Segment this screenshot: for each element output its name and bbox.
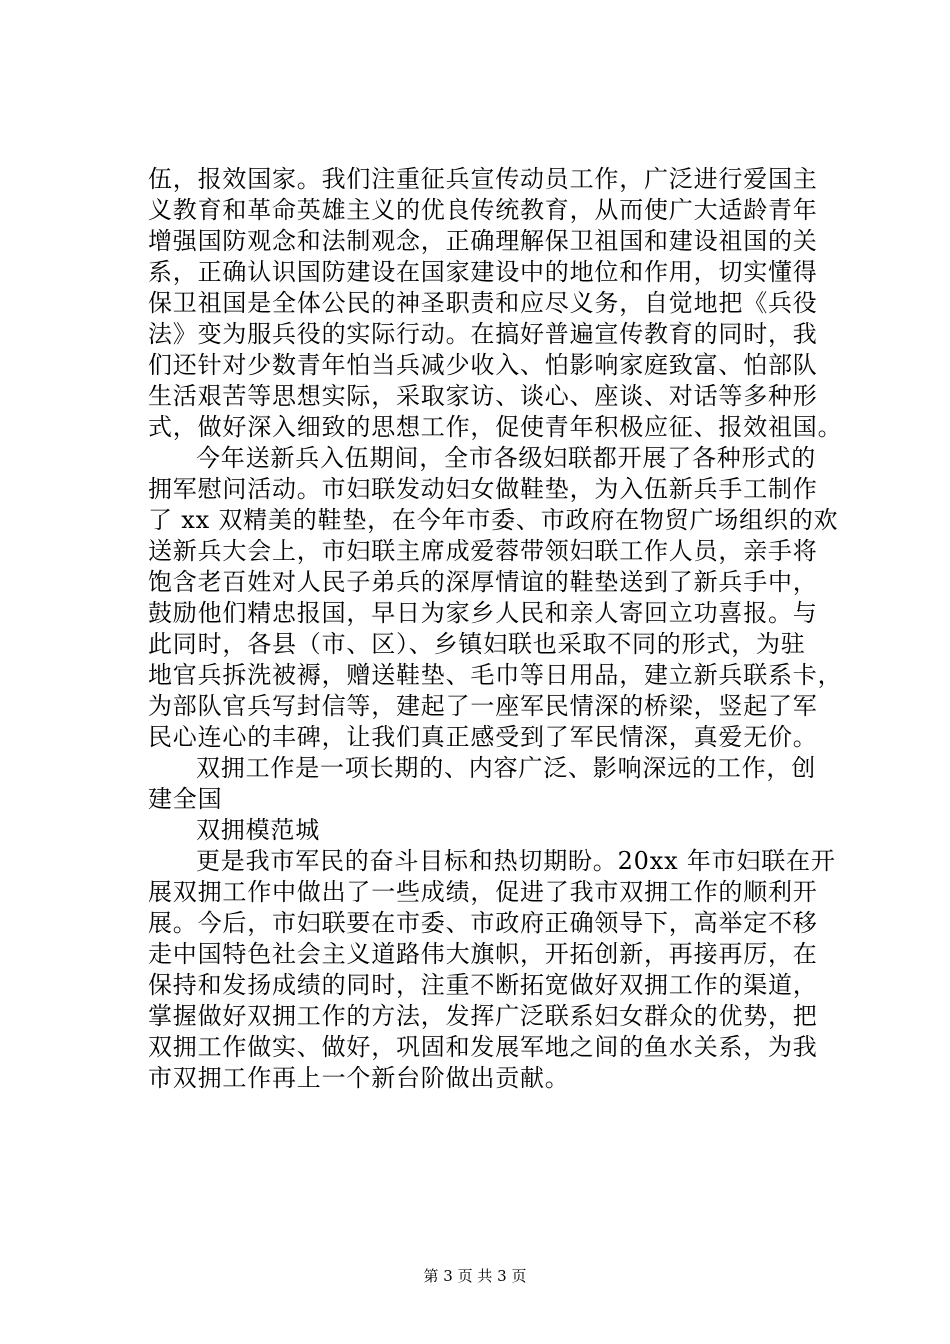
text-line: 生活艰苦等思想实际，采取家访、谈心、座谈、对话等多种形: [148, 382, 818, 410]
text-line: 饱含老百姓对人民子弟兵的深厚情谊的鞋垫送到了新兵手中，: [148, 568, 818, 596]
text-line: 此同时，各县（市、区）、乡镇妇联也采取不同的形式，为驻: [148, 630, 806, 658]
text-line: 掌握做好双拥工作的方法，发挥广泛联系妇女群众的优势，把: [148, 1002, 818, 1030]
text-line: 今年送新兵入伍期间，全市各级妇联都开展了各种形式的: [196, 444, 816, 472]
text-line: 法》变为服兵役的实际行动。在搞好普遍宣传教育的同时，我: [148, 320, 818, 348]
text-line: 们还针对少数青年怕当兵减少收入、怕影响家庭致富、怕部队: [148, 351, 818, 379]
text-line: 更是我市军民的奋斗目标和热切期盼。20xx 年市妇联在开: [196, 847, 836, 875]
document-body: [148, 164, 843, 1094]
text-line: 鼓励他们精忠报国，早日为家乡人民和亲人寄回立功喜报。与: [148, 599, 818, 627]
text-line: 民心连心的丰碑，让我们真正感受到了军民情深，真爱无价。: [148, 723, 818, 751]
text-line: 拥军慰问活动。市妇联发动妇女做鞋垫，为入伍新兵手工制作: [148, 475, 818, 503]
page-footer: 第 3 页 共 3 页: [423, 1267, 527, 1285]
text-line: 了 xx 双精美的鞋垫，在今年市委、市政府在物贸广场组织的欢: [148, 506, 839, 534]
text-line: 义教育和革命英雄主义的优良传统教育，从而使广大适龄青年: [148, 196, 818, 224]
text-line: 增强国防观念和法制观念，正确理解保卫祖国和建设祖国的关: [148, 227, 818, 255]
text-line: 展。今后，市妇联要在市委、市政府正确领导下，高举定不移: [148, 909, 818, 937]
text-line: 送新兵大会上，市妇联主席成爱蓉带领妇联工作人员，亲手将: [148, 537, 818, 565]
text-line: 展双拥工作中做出了一些成绩，促进了我市双拥工作的顺利开: [148, 878, 818, 906]
text-line: 地官兵拆洗被褥，赠送鞋垫、毛巾等日用品，建立新兵联系卡，: [148, 661, 843, 689]
text-line: 走中国特色社会主义道路伟大旗帜，开拓创新，再接再厉，在: [148, 940, 818, 968]
text-line: 系，正确认识国防建设在国家建设中的地位和作用，切实懂得: [148, 258, 818, 286]
text-line: 伍，报效国家。我们注重征兵宣传动员工作，广泛进行爱国主: [148, 165, 818, 193]
text-line: 保持和发扬成绩的同时，注重不断拓宽做好双拥工作的渠道，: [148, 971, 818, 999]
text-line: 双拥模范城: [196, 816, 320, 844]
text-line: 双拥工作做实、做好，巩固和发展军地之间的鱼水关系，为我: [148, 1033, 818, 1061]
text-line: 式，做好深入细致的思想工作，促使青年积极应征、报效祖国。: [148, 413, 843, 441]
text-line: 建全国: [148, 785, 223, 813]
text-line: 保卫祖国是全体公民的神圣职责和应尽义务，自觉地把《兵役: [148, 289, 818, 317]
text-line: 市双拥工作再上一个新台阶做出贡献。: [148, 1064, 570, 1092]
text-line: 为部队官兵写封信等，建起了一座军民情深的桥梁，竖起了军: [148, 692, 818, 720]
text-line: 双拥工作是一项长期的、内容广泛、影响深远的工作，创: [196, 754, 816, 782]
